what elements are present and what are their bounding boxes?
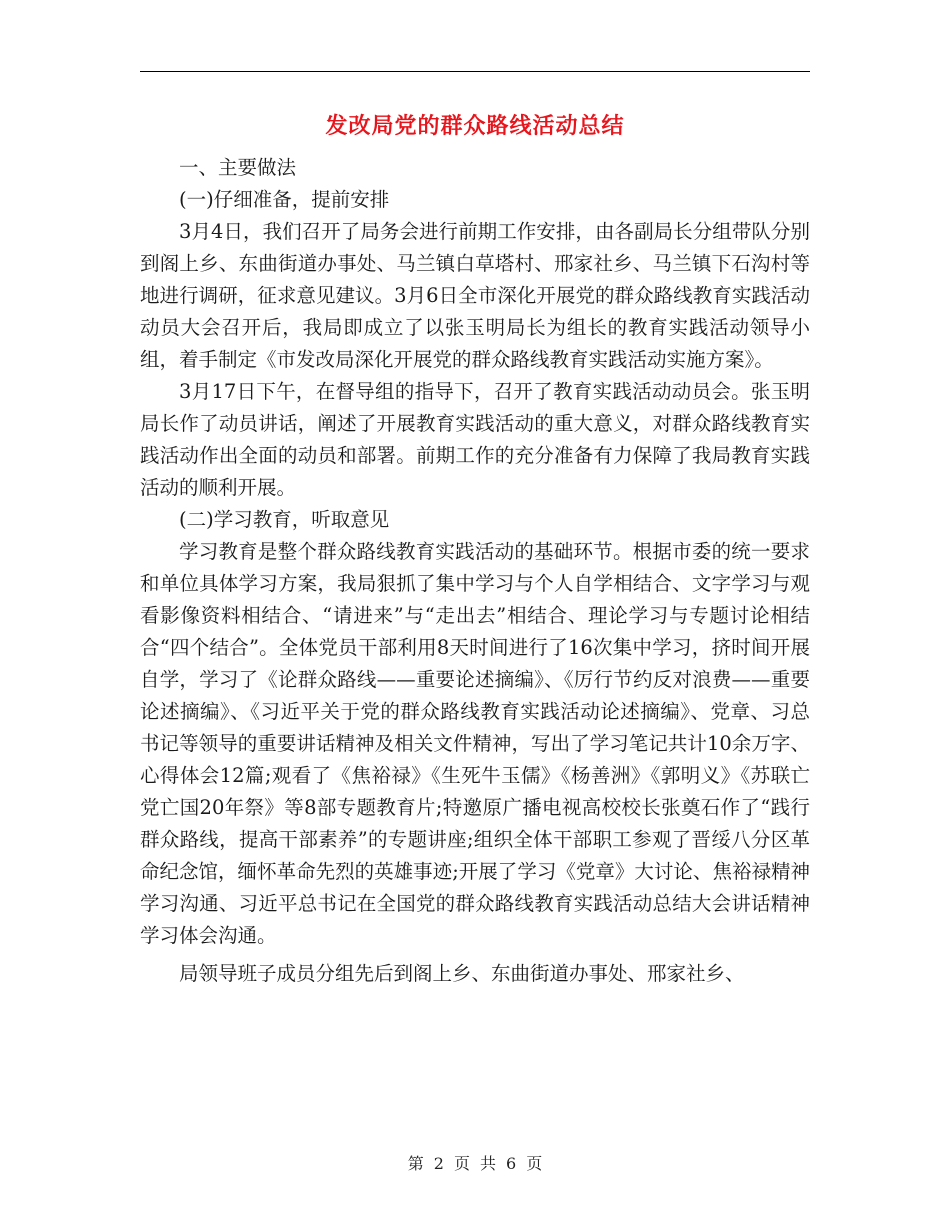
header-rule bbox=[140, 71, 810, 72]
paragraph-1: 3月4日，我们召开了局务会进行前期工作安排，由各副局长分组带队分别到阁上乡、东曲街道办事处、马兰镇白草塔村、邢家社乡、马兰镇下石沟村等地进行调研，征求意见建议。3月6日全市深化开展党的群众路线教育实践活动动员大会召开后，我局即成立了以张玉明局长为组长的教育实践活动领导小组，着手制定《市发改局深化开展党的群众路线教育实践活动实施方案》。 bbox=[140, 220, 810, 371]
footer-page-unit: 页 bbox=[453, 1154, 470, 1173]
footer-total-unit: 页 bbox=[526, 1154, 543, 1173]
paragraph-2: 3月17日下午，在督导组的指导下，召开了教育实践活动动员会。张玉明局长作了动员讲话，阐述了开展教育实践活动的重大意义，对群众路线教育实践活动作出全面的动员和部署。前期工作的充分准备有力保障了我局教育实践活动的顺利开展。 bbox=[140, 380, 810, 499]
subsection-heading-2: (二)学习教育，听取意见 bbox=[179, 508, 390, 531]
section-heading-main: 一、主要做法 bbox=[179, 156, 297, 179]
footer-total-label: 共 bbox=[480, 1154, 497, 1173]
footer-page-total: 6 bbox=[506, 1154, 517, 1173]
subsection-heading-1: (一)仔细准备，提前安排 bbox=[179, 188, 390, 211]
footer-page-current: 2 bbox=[433, 1154, 444, 1173]
document-body bbox=[140, 152, 810, 990]
paragraph-4: 局领导班子成员分组先后到阁上乡、东曲街道办事处、邢家社乡、 bbox=[179, 962, 745, 985]
document-title: 发改局党的群众路线活动总结 bbox=[325, 113, 625, 139]
footer-page-label: 第 bbox=[407, 1154, 424, 1173]
paragraph-3: 学习教育是整个群众路线教育实践活动的基础环节。根据市委的统一要求和单位具体学习方案，我局狠抓了集中学习与个人自学相结合、文字学习与观看影像资料相结合、“请进来”与“走出去”相结合、理论学习与专题讨论相结合“四个结合”。全体党员干部利用8天时间进行了16次集中学习，挤时间开展自学，学习了《论群众路线——重要论述摘编》、《厉行节约反对浪费——重要论述摘编》、《习近平关于党的群众路线教育实践活动论述摘编》、党章、习总书记等领导的重要讲话精神及相关文件精神，写出了学习笔记共计10余万字、心得体会12篇;观看了《焦裕禄》《生死牛玉儒》《杨善洲》《郭明义》《苏联亡党亡国20年祭》等8部专题教育片;特邀原广播电视高校校长张奠石作了“践行群众路线，提高干部素养”的专题讲座;组织全体干部职工参观了晋绥八分区革命纪念馆，缅怀革命先烈的英雄事迹;开展了学习《党章》大讨论、焦裕禄精神学习沟通、习近平总书记在全国党的群众路线教育实践活动总结大会讲话精神学习体会沟通。 bbox=[140, 540, 810, 947]
page-footer bbox=[0, 1153, 950, 1175]
